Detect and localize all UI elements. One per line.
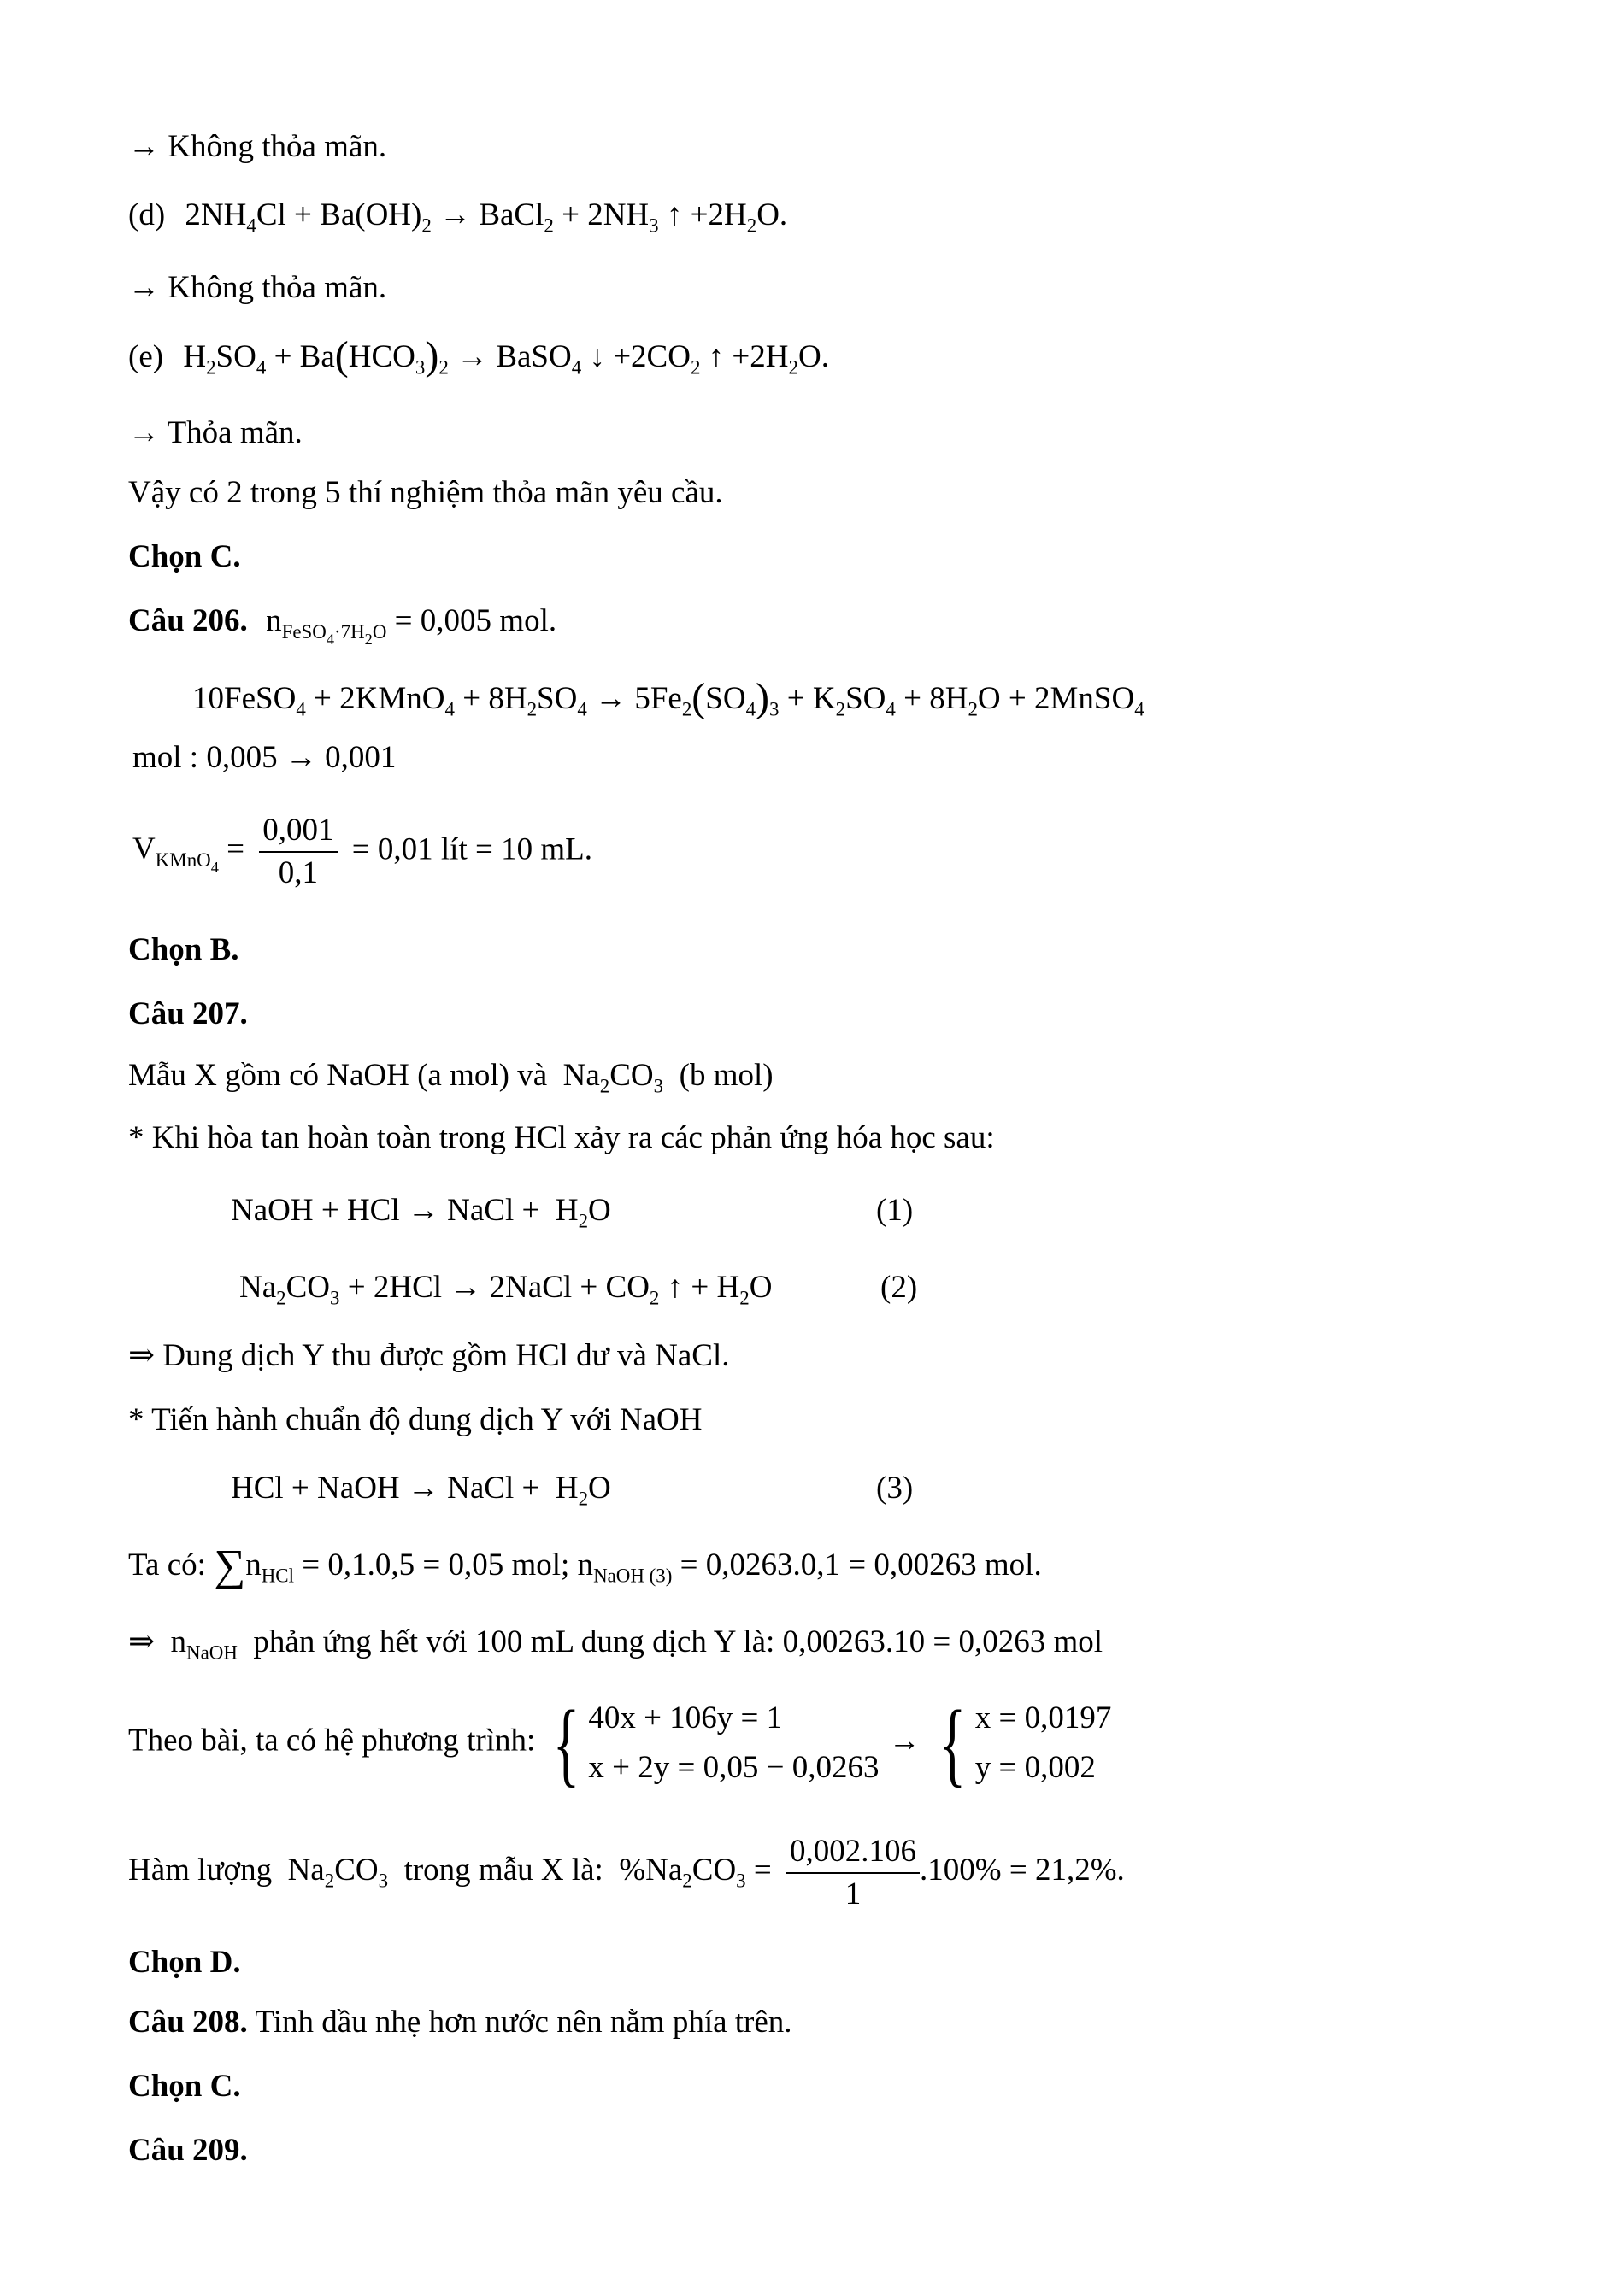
fraction-denominator: 0,1 xyxy=(278,855,319,890)
fraction-denominator: 1 xyxy=(844,1876,862,1911)
mole-line-206: mol : 0,005 → 0,001 xyxy=(132,740,397,775)
content-lhs: Hàm lượng $Na_2CO_3$ trong mẫu X là: $\%Na_2CO_3$ = xyxy=(128,1853,772,1893)
system-arrow: → xyxy=(888,1723,921,1759)
given-expression: $n_{HCl} = 0,1.0,5 = 0,05$ mol; $n_{NaOH (3)} = 0,0263.0,1 = 0,00263$ mol. xyxy=(245,1547,1042,1587)
system-eq-2: x + 2y = 0,05 − 0,0263 xyxy=(588,1749,880,1785)
q207-titration-line: * Tiến hành chuẩn độ dung dịch Y với NaOH xyxy=(128,1402,703,1437)
q207-sample-line: Mẫu X gồm có NaOH (a mol) và $Na_2CO_3$ (b mol) xyxy=(128,1058,774,1097)
volume-fraction xyxy=(259,812,337,892)
q207-system-line xyxy=(128,1688,1112,1795)
q207-content-line xyxy=(128,1833,1125,1913)
answer-208: Chọn C. xyxy=(128,2069,241,2104)
result-line-3: → Thỏa mãn. xyxy=(128,415,303,450)
q207-given-line xyxy=(128,1541,1042,1590)
reaction-3-number: (3) xyxy=(876,1471,914,1506)
result-line-2: → Không thỏa mãn. xyxy=(128,270,387,305)
q207-naoh-line: ⇒ $n_{NaOH}$ phản ứng hết với 100 mL dung dịch Y là: 0,00263.10 = 0,0263 mol xyxy=(128,1624,1103,1664)
given-label: Ta có: xyxy=(128,1547,206,1583)
question-text: Tinh dầu nhẹ hơn nước nên nằm phía trên. xyxy=(255,2005,792,2040)
system-sol-2: y = 0,002 xyxy=(974,1749,1096,1785)
system-sol-1: x = 0,0197 xyxy=(974,1700,1112,1735)
reaction-e xyxy=(128,333,829,379)
content-rhs: .100% = 21,2%. xyxy=(920,1853,1125,1888)
reaction-label: (d) xyxy=(128,197,166,232)
volume-rhs: = 0,01 lít = 10 mL. xyxy=(351,831,592,867)
question-208 xyxy=(128,2004,792,2041)
question-text: $n_{FeSO_4\cdot 7H_2O} = 0,005$ mol. xyxy=(266,603,557,648)
question-209-label: Câu 209. xyxy=(128,2133,248,2168)
reaction-2: $Na_2CO_3 + 2HCl$ → 2NaCl + $CO_2$ ↑ + $H_2O$ xyxy=(239,1270,773,1309)
volume-lhs: $V_{KMnO_4}$ = xyxy=(132,831,245,877)
question-207-label: Câu 207. xyxy=(128,996,248,1031)
reaction-3: HCl + NaOH → NaCl + $H_2O$ xyxy=(231,1471,611,1510)
answer-207: Chọn D. xyxy=(128,1945,241,1980)
answer-205: Chọn C. xyxy=(128,539,241,574)
equation-system-right: { x = 0,0197 y = 0,002 xyxy=(939,1690,1112,1795)
question-label: Câu 208. xyxy=(128,2005,248,2040)
reaction-206: 10FeSO$_4$ + 2KMnO$_4$ + $8H_2SO_4 \to 5Fe_2(SO_4)_3 + K_2SO_4 + 8H_2O$ + 2MnSO$_4$ xyxy=(192,675,1144,720)
result-line-1: → Không thỏa mãn. xyxy=(128,129,387,164)
reaction-1-number: (1) xyxy=(876,1193,914,1228)
sum-symbol: ∑ xyxy=(214,1541,246,1590)
q207-solution-line: ⇒ Dung dịch Y thu được gồm HCl dư và NaCl. xyxy=(128,1338,730,1373)
fraction-numerator: 0,002.106 xyxy=(786,1833,920,1874)
reaction-d xyxy=(128,197,788,237)
q207-dissolve-line: * Khi hòa tan hoàn toàn trong HCl xảy ra các phản ứng hóa học sau: xyxy=(128,1120,995,1155)
equation: $2NH_4Cl + Ba(OH)_2$ → BaCl$_2$ + $2NH_3$ ↑ $+2H_2O$. xyxy=(185,197,788,237)
system-label: Theo bài, ta có hệ phương trình: xyxy=(128,1723,536,1759)
content-fraction xyxy=(786,1833,920,1913)
reaction-2-number: (2) xyxy=(880,1270,918,1305)
reaction-label: (e) xyxy=(128,339,164,374)
equation-system-left: { 40x + 106y = 1 x + 2y = 0,05 − 0,0263 xyxy=(552,1690,880,1795)
reaction-1: NaOH + HCl → NaCl + $H_2O$ xyxy=(231,1193,611,1232)
fraction-numerator: 0,001 xyxy=(259,812,337,853)
conclusion-line: Vậy có 2 trong 5 thí nghiệm thỏa mãn yêu cầu. xyxy=(128,475,723,510)
volume-calc-206 xyxy=(132,812,592,892)
question-206-header xyxy=(128,602,557,648)
equation: $H_2SO_4 + Ba(HCO_3)_2$ → BaSO$_4$ ↓ $+2CO_2$ ↑ $+2H_2O$. xyxy=(183,333,829,379)
system-eq-1: 40x + 106y = 1 xyxy=(588,1700,783,1735)
answer-206: Chọn B. xyxy=(128,932,239,967)
question-label: Câu 206. xyxy=(128,603,248,638)
